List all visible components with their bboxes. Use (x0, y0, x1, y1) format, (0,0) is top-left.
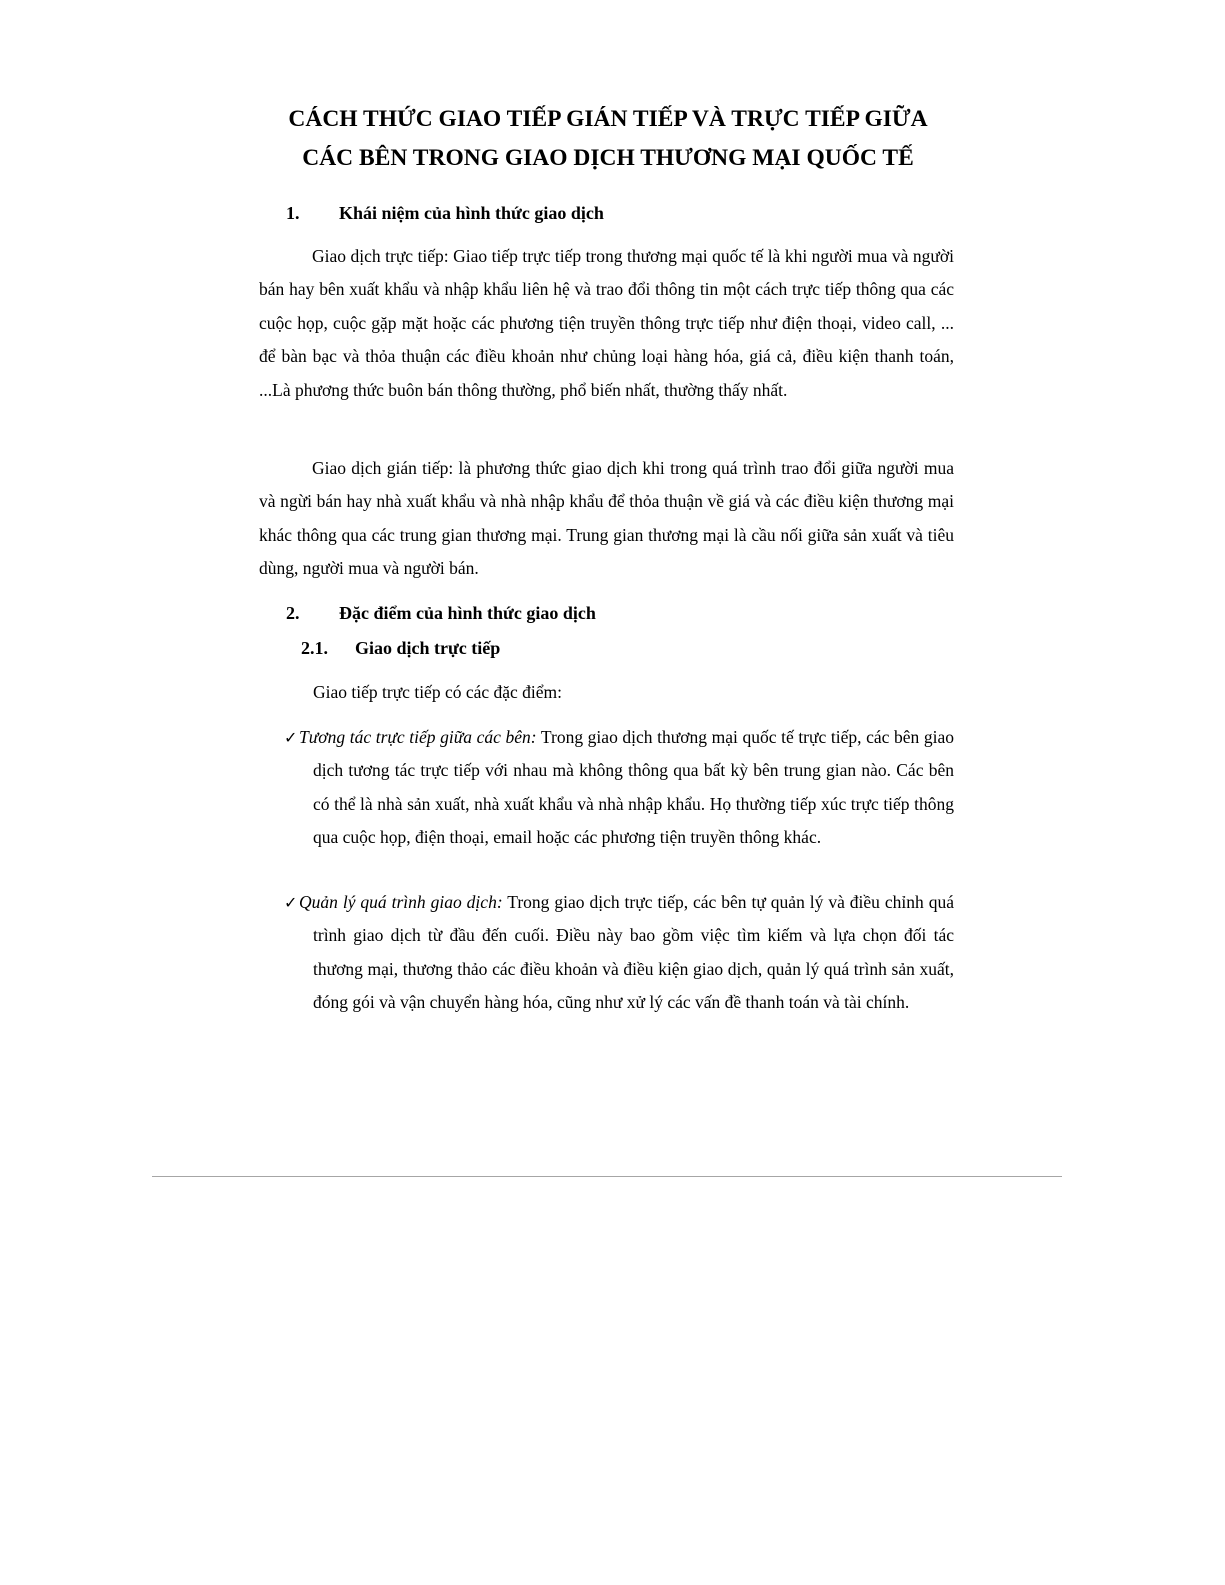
section-2-number: 2. (286, 603, 300, 623)
bullet-text: Trong giao dịch trực tiếp, các bên tự quản lý và điều chỉnh quá trình giao dịch từ đầu đến cuối. Điều này bao gồm việc tìm kiếm và lựa chọn đối tác thương mại, thương thảo các điều khoản và điều kiện giao dịch, quản lý quá trình sản xuất, đóng gói và vận chuyển hàng hóa, cũng như xử lý các vấn đề thanh toán và tài chính. (313, 892, 954, 1013)
paragraph-indirect-trade: Giao dịch gián tiếp: là phương thức giao dịch khi trong quá trình trao đổi giữa người mua và ngừi bán hay nhà xuất khẩu và nhà nhập khẩu để thỏa thuận về giá và các điều kiện thương mại khác thông qua các trung gian thương mại. Trung gian thương mại là cầu nối giữa sản xuất và tiêu dùng, người mua và người bán. (259, 458, 954, 579)
paragraph-direct-trade: Giao dịch trực tiếp: Giao tiếp trực tiếp trong thương mại quốc tế là khi người mua và người bán hay bên xuất khẩu và nhập khẩu liên hệ và trao đổi thông tin một cách trực tiếp thông qua các cuộc họp, cuộc gặp mặt hoặc các phương tiện truyền thông trực tiếp như điện thoại, video call, ... để bàn bạc và thỏa thuận các điều khoản như chủng loại hàng hóa, giá cả, điều kiện thanh toán, ...Là phương thức buôn bán thông thường, phổ biến nhất, thường thấy nhất. (259, 246, 954, 400)
check-mark-icon: ✓ (284, 893, 298, 912)
section-2-1-number: 2.1. (301, 638, 328, 658)
section-1-heading (286, 201, 604, 225)
bullet-text: Trong giao dịch thương mại quốc tế trực tiếp, các bên giao dịch tương tác trực tiếp với nhau mà không thông qua bất kỳ bên trung gian nào. Các bên có thể là nhà sản xuất, nhà xuất khẩu và nhà nhập khẩu. Họ thường tiếp xúc trực tiếp thông qua cuộc họp, điện thoại, email hoặc các phương tiện truyền thông khác. (313, 727, 954, 848)
check-mark-icon: ✓ (284, 728, 298, 747)
section-1-number: 1. (286, 203, 300, 223)
title-line-2: CÁC BÊN TRONG GIAO DỊCH THƯƠNG MẠI QUỐC TẾ (302, 145, 914, 171)
bullet-item-direct-interaction (284, 721, 954, 855)
document-title (258, 100, 958, 178)
section-2-title: Đặc điểm của hình thức giao dịch (339, 603, 596, 623)
bullet-item-process-management (284, 886, 954, 1020)
bullet-term: Tương tác trực tiếp giữa các bên: (299, 727, 537, 747)
section-2-1-title: Giao dịch trực tiếp (355, 638, 501, 658)
title-line-1: CÁCH THỨC GIAO TIẾP GIÁN TIẾP VÀ TRỰC TIẾP GIỮA (288, 106, 928, 132)
section-1-title: Khái niệm của hình thức giao dịch (339, 203, 604, 223)
section-2-heading (286, 601, 596, 625)
bullet-term: Quản lý quá trình giao dịch: (299, 892, 503, 912)
page-divider (152, 1176, 1062, 1177)
section-2-1-heading (301, 636, 500, 660)
section-2-1-intro: Giao tiếp trực tiếp có các đặc điểm: (313, 682, 563, 702)
